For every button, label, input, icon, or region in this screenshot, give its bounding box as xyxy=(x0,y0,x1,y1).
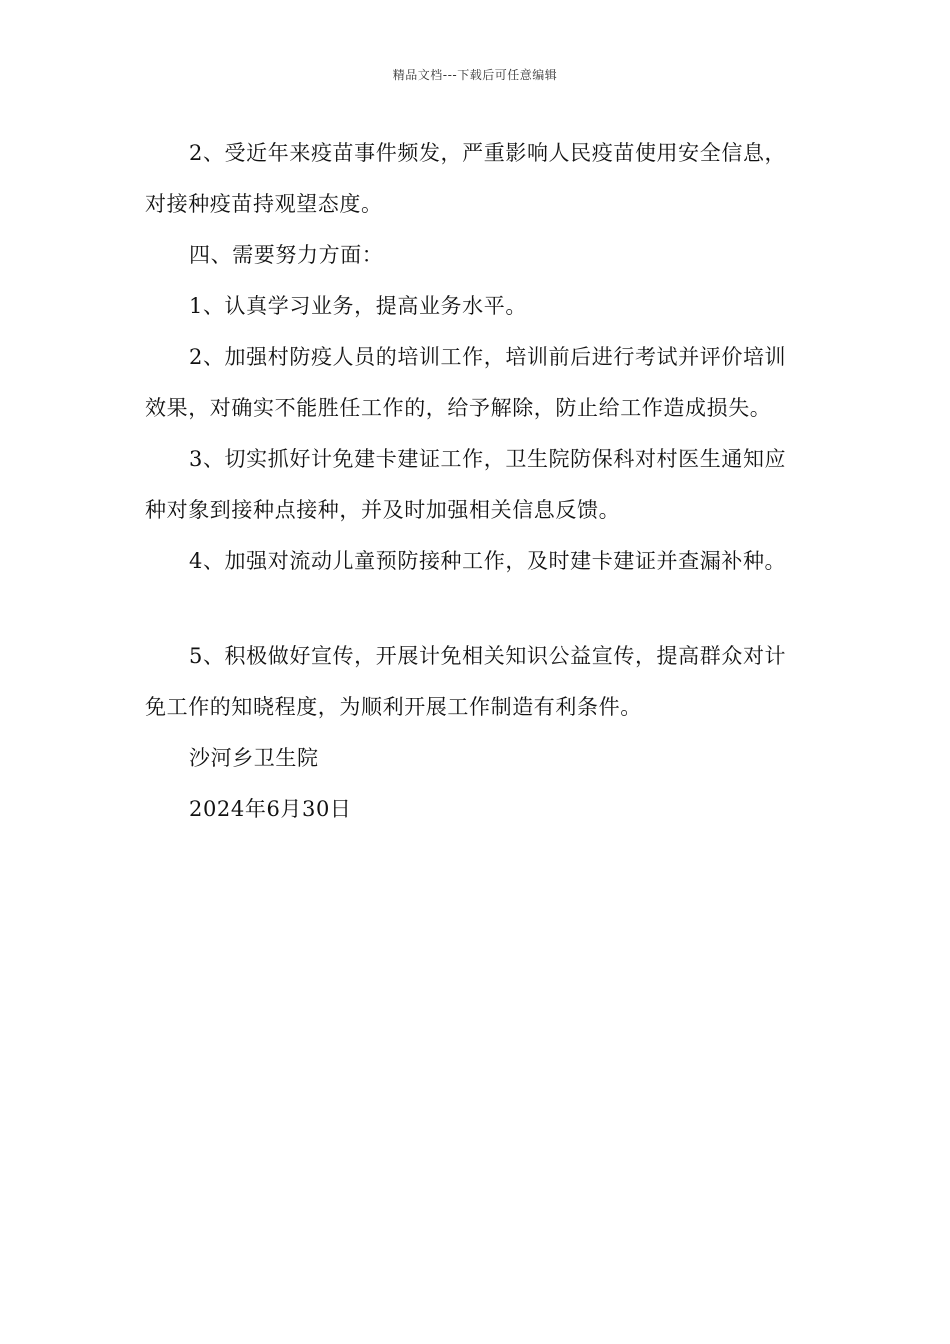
page-header: 精品文档---下载后可任意编辑 xyxy=(392,68,558,82)
section-heading-efforts: 四、需要努力方面： xyxy=(189,243,384,267)
document-body xyxy=(145,128,805,835)
signature-organization: 沙河乡卫生院 xyxy=(189,746,319,770)
paragraph-vaccine-concern: 2、受近年来疫苗事件频发，严重影响人民疫苗使用安全信息，对接种疫苗持观望态度。 xyxy=(145,141,787,216)
paragraph-item-5: 5、积极做好宣传，开展计免相关知识公益宣传，提高群众对计免工作的知晓程度，为顺利开展工作制造有利条件。 xyxy=(145,644,787,719)
paragraph-item-3: 3、切实抓好计免建卡建证工作，卫生院防保科对村医生通知应种对象到接种点接种，并及时加强相关信息反馈。 xyxy=(145,447,787,522)
signature-date: 2024年6月30日 xyxy=(189,797,352,821)
paragraph-item-1: 1、认真学习业务，提高业务水平。 xyxy=(189,294,527,318)
paragraph-item-2: 2、加强村防疫人员的培训工作，培训前后进行考试并评价培训效果，对确实不能胜任工作的，给予解除，防止给工作造成损失。 xyxy=(145,345,787,420)
paragraph-item-4: 4、加强对流动儿童预防接种工作，及时建卡建证并查漏补种。 xyxy=(189,549,787,573)
